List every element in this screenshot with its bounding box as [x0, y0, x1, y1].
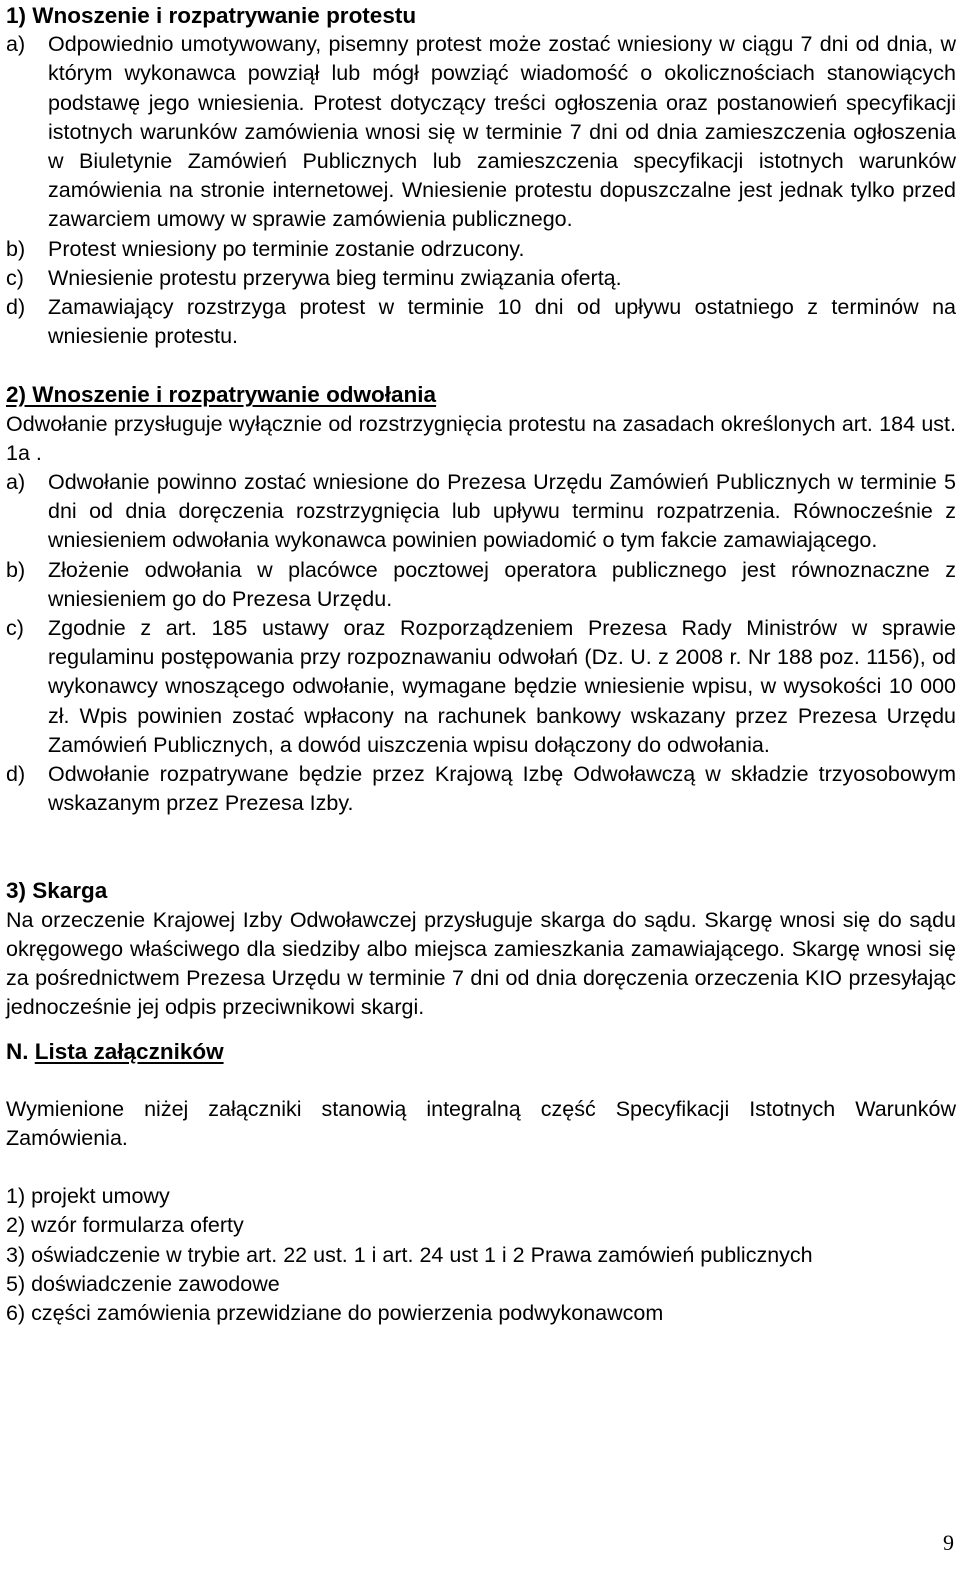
item-text: Odwołanie rozpatrywane będzie przez Krajową Izbę Odwoławczą w składzie trzyosobowym wskazanym przez Prezesa Izby. — [48, 762, 956, 816]
section-n-title: Lista załączników — [34, 1038, 224, 1064]
item-label: a) — [6, 32, 26, 57]
section-2-heading-text: 2) Wnoszenie i rozpatrywanie odwołania — [6, 382, 437, 408]
item-text: Protest wniesiony po terminie zostanie odrzucony. — [48, 236, 525, 261]
item-label: a) — [6, 470, 26, 495]
document-page — [6, 1, 956, 1328]
section-2-item-d — [6, 760, 956, 818]
attachment-list-item: 2) wzór formularza oferty — [6, 1213, 244, 1238]
section-n-prefix: N. — [6, 1038, 29, 1064]
attachment-list-item: 5) doświadczenie zawodowe — [6, 1271, 280, 1296]
item-label: b) — [6, 557, 26, 582]
item-label: c) — [6, 616, 24, 641]
section-1-item-a — [6, 30, 956, 234]
section-3-text: Na orzeczenie Krajowej Izby Odwoławczej przysługuje skarga do sądu. Skargę wnosi się do sądu okręgowego właściwego dla siedziby albo miejsca zamieszkania zamawiającego. Skargę wnosi się za pośrednictwem Prezesa Urzędu w terminie 7 dni od dnia doręczenia orzeczenia KIO przesyłając jednocześnie jej odpis przeciwnikowi skargi. — [6, 907, 956, 1020]
item-label: c) — [6, 265, 24, 290]
section-1-heading: 1) Wnoszenie i rozpatrywanie protestu — [6, 3, 417, 28]
item-text: Odpowiednio umotywowany, pisemny protest może zostać wniesiony w ciągu 7 dni od dnia, w którym wykonawca powziął lub mógł powziąć wiadomość o okolicznościach stanowiących podstawę jego wniesienia. Protest dotyczący treści ogłoszenia oraz postanowień specyfikacji istotnych warunków zamówienia wnosi się w terminie 7 dni od dnia zamieszczenia ogłoszenia w Biuletynie Zamówień Publicznych lub zamieszczenia specyfikacji istotnych warunków zamówienia na stronie internetowej. Wniesienie protestu dopuszczalne jest jednak tylko przed zawarciem umowy w sprawie zamówienia publicznego. — [48, 32, 956, 232]
section-1-item-c — [6, 264, 956, 293]
section-2-heading — [6, 380, 956, 409]
section-n-heading — [6, 1037, 956, 1066]
attachment-list-item: 3) oświadczenie w trybie art. 22 ust. 1 i art. 24 ust 1 i 2 Prawa zamówień publicznych — [6, 1242, 813, 1267]
section-1-item-d — [6, 293, 956, 351]
section-2-item-b — [6, 556, 956, 614]
item-label: b) — [6, 236, 26, 261]
item-text: Wniesienie protestu przerywa bieg terminu związania ofertą. — [48, 265, 622, 290]
item-label: d) — [6, 295, 26, 320]
section-n-intro: Wymienione niżej załączniki stanowią integralną część Specyfikacji Istotnych Warunków Zamówienia. — [6, 1096, 956, 1150]
page-number: 9 — [943, 1530, 954, 1555]
section-2-item-a — [6, 468, 956, 556]
item-text: Odwołanie powinno zostać wniesione do Prezesa Urzędu Zamówień Publicznych w terminie 5 dni od dnia doręczenia rozstrzygnięcia lub upływu terminu rozpatrzenia. Równocześnie z wniesieniem odwołania wykonawca powinien powiadomić o tym fakcie zamawiającego. — [48, 470, 956, 553]
section-1-item-b — [6, 235, 956, 264]
attachment-list-item: 6) części zamówienia przewidziane do powierzenia podwykonawcom — [6, 1300, 664, 1325]
section-3-heading: 3) Skarga — [6, 878, 108, 904]
section-2-intro: Odwołanie przysługuje wyłącznie od rozstrzygnięcia protestu na zasadach określonych art. 184 ust. 1a . — [6, 411, 956, 465]
item-text: Zamawiający rozstrzyga protest w terminie 10 dni od upływu ostatniego z terminów na wniesienie protestu. — [48, 295, 956, 349]
item-text: Zgodnie z art. 185 ustawy oraz Rozporządzeniem Prezesa Rady Ministrów w sprawie regulaminu postępowania przy rozpoznawaniu odwołań (Dz. U. z 2008 r. Nr 188 poz. 1156), od wykonawcy wnoszącego odwołanie, wymagane będzie wniesienie wpisu, w wysokości 10 000 zł. Wpis powinien zostać wpłacony na rachunek bankowy wskazany przez Prezesa Urzędu Zamówień Publicznych, a dowód uiszczenia wpisu dołączony do odwołania. — [48, 616, 956, 757]
item-label: d) — [6, 762, 26, 787]
item-text: Złożenie odwołania w placówce pocztowej operatora publicznego jest równoznaczne z wniesieniem go do Prezesa Urzędu. — [48, 557, 956, 611]
section-2-item-c — [6, 614, 956, 760]
attachment-list-item: 1) projekt umowy — [6, 1184, 170, 1209]
